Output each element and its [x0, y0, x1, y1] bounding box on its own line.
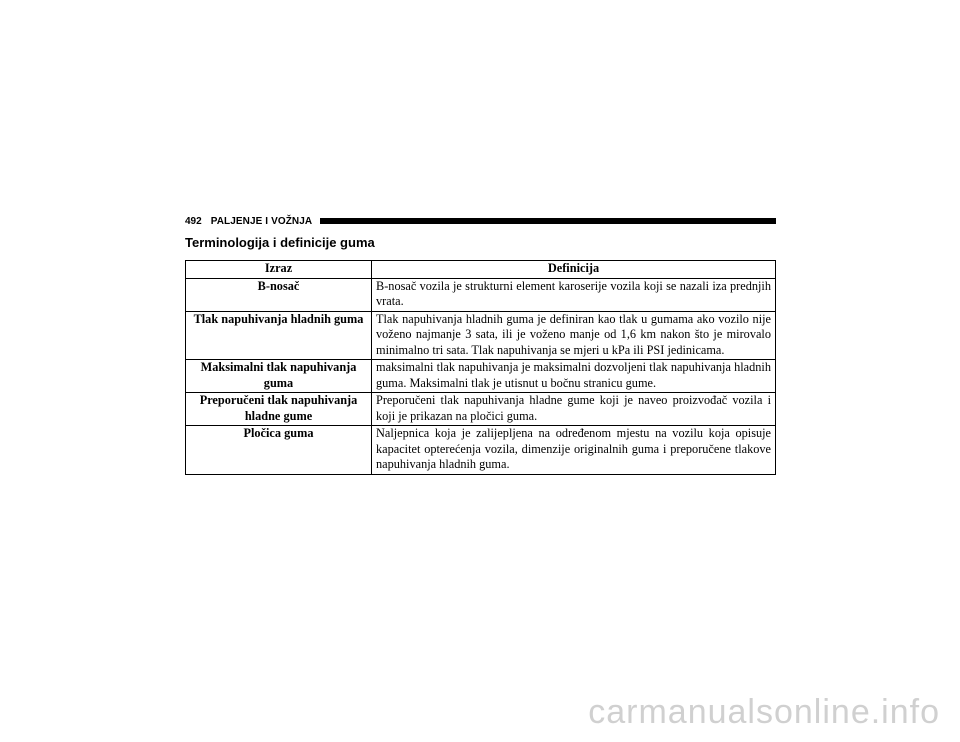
table-row	[186, 393, 776, 426]
table-row	[186, 360, 776, 393]
table-row	[186, 311, 776, 360]
table-row	[186, 278, 776, 311]
term-cell: B-nosač	[186, 278, 372, 311]
table-row	[186, 426, 776, 475]
page-header	[185, 214, 776, 228]
section-title: PALJENJE I VOŽNJA	[210, 215, 313, 227]
definition-cell: maksimalni tlak napuhivanja je maksimalni dozvoljeni tlak napuhivanja hladnih guma. Maksimalni tlak je utisnut u bočnu stranicu gume.	[372, 360, 776, 393]
term-cell: Maksimalni tlak napuhivanja guma	[186, 360, 372, 393]
page-title: Terminologija i definicije guma	[185, 235, 375, 250]
table-header-row	[186, 261, 776, 279]
definition-cell: Naljepnica koja je zalijepljena na određenom mjestu na vozilu koja opisuje kapacitet opterećenja vozila, dimenzije originalnih guma i preporučene tlakove napuhivanja hladnih guma.	[372, 426, 776, 475]
definition-cell: B-nosač vozila je strukturni element karoserije vozila koji se nazali iza prednjih vrata.	[372, 278, 776, 311]
definition-cell: Preporučeni tlak napuhivanja hladne gume koji je naveo proizvođač vozila i koji je prikazan na pločici guma.	[372, 393, 776, 426]
definition-cell: Tlak napuhivanja hladnih guma je definiran kao tlak u gumama ako vozilo nije voženo najmanje 3 sata, ili je voženo manje od 1,6 km nakon što je mirovalo minimalno tri sata. Tlak napuhivanja se mjeri u kPa ili PSI jedinicama.	[372, 311, 776, 360]
term-cell: Preporučeni tlak napuhivanja hladne gume	[186, 393, 372, 426]
term-cell: Pločica guma	[186, 426, 372, 475]
column-header-term: Izraz	[186, 261, 372, 279]
header-rule	[320, 218, 776, 224]
term-cell: Tlak napuhivanja hladnih guma	[186, 311, 372, 360]
watermark: carmanualsonline.info	[588, 693, 940, 731]
page-number: 492	[185, 215, 202, 227]
terminology-table	[185, 260, 776, 475]
column-header-definition: Definicija	[372, 261, 776, 279]
